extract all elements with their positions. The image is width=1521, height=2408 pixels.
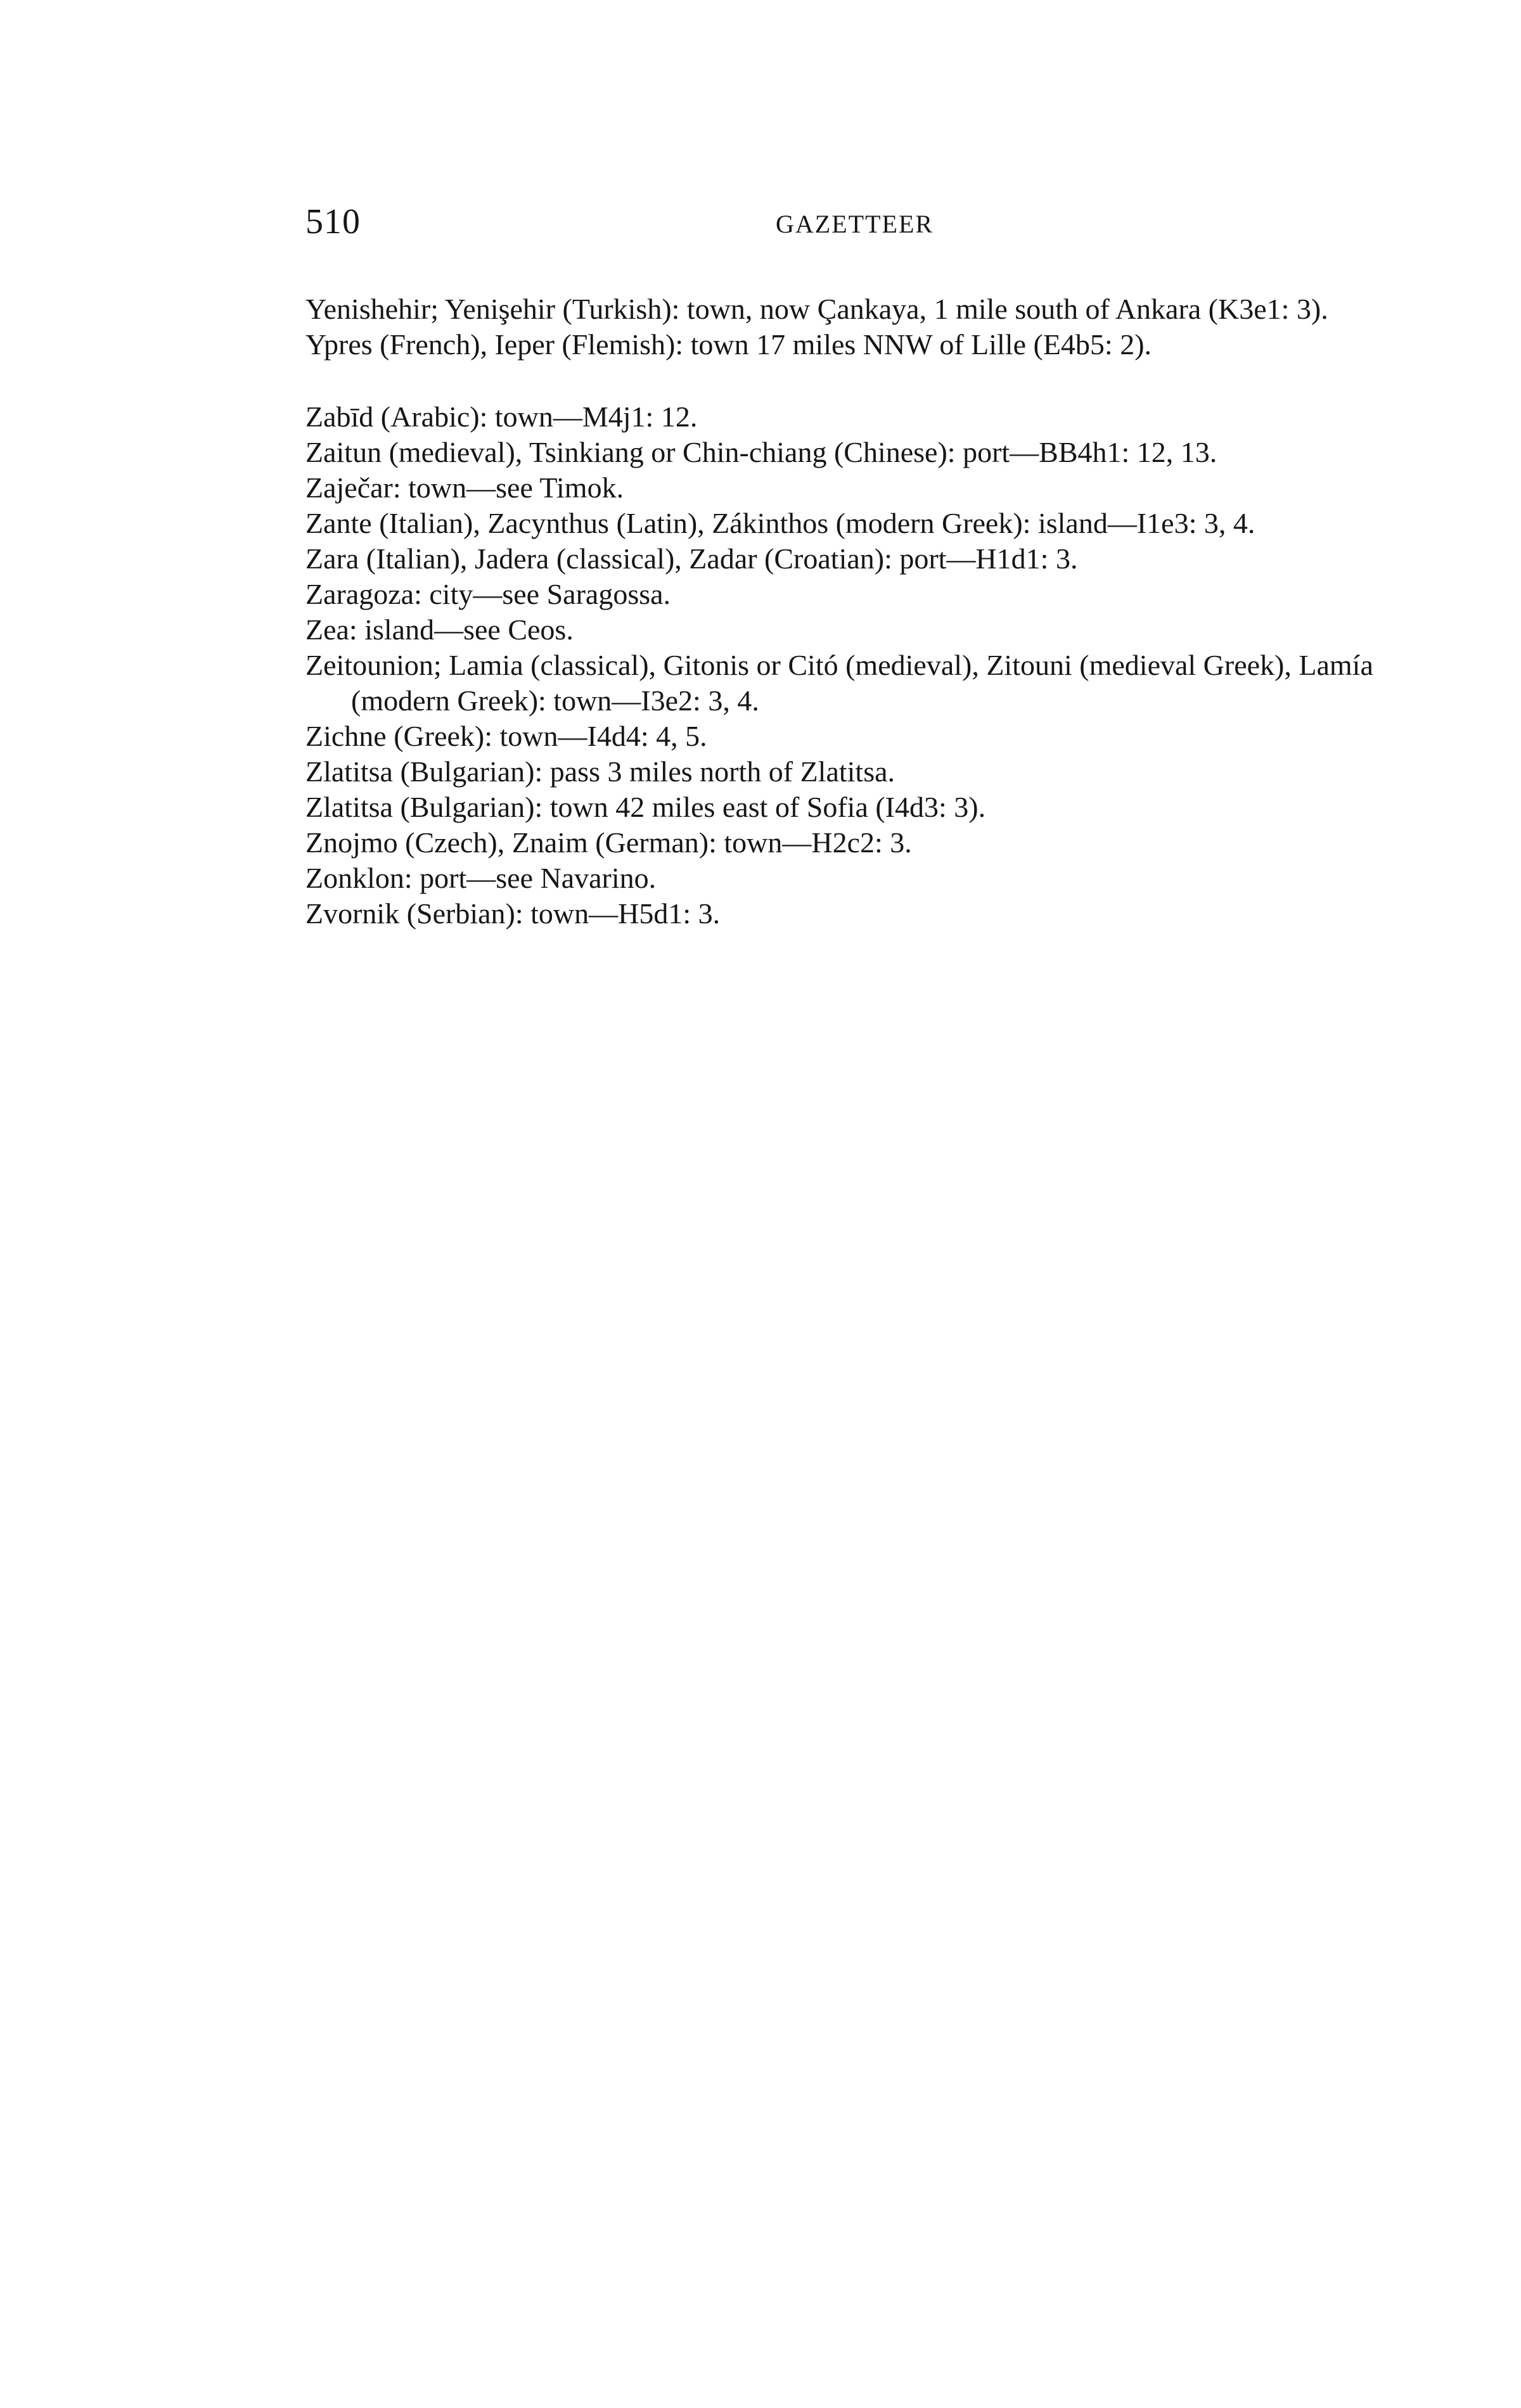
gazetteer-entry: Zeitounion; Lamia (classical), Gitonis or Citó (medieval), Zitouni (medieval Greek), Lamía (modern Greek): town—I3e2: 3, 4.	[305, 649, 1373, 717]
running-head: GAZETTEER	[776, 210, 934, 238]
gazetteer-entry: Zlatitsa (Bulgarian): town 42 miles east of Sofia (I4d3: 3).	[305, 791, 986, 823]
gazetteer-entries	[305, 291, 1478, 932]
gazetteer-entry: Zaitun (medieval), Tsinkiang or Chin-chiang (Chinese): port—BB4h1: 12, 13.	[305, 436, 1217, 468]
entry-group-z	[305, 399, 1478, 932]
gazetteer-entry: Ypres (French), Ieper (Flemish): town 17 miles NNW of Lille (E4b5: 2).	[305, 328, 1152, 361]
gazetteer-entry: Yenishehir; Yenişehir (Turkish): town, now Çankaya, 1 mile south of Ankara (K3e1: 3).	[305, 293, 1328, 325]
page-number: 510	[305, 202, 361, 241]
gazetteer-entry: Zichne (Greek): town—I4d4: 4, 5.	[305, 720, 707, 752]
gazetteer-entry: Zea: island—see Ceos.	[305, 613, 574, 646]
entry-group-y	[305, 291, 1478, 362]
gazetteer-entry: Zaječar: town—see Timok.	[305, 471, 624, 504]
gazetteer-entry: Zante (Italian), Zacynthus (Latin), Zákinthos (modern Greek): island—I1e3: 3, 4.	[305, 507, 1255, 539]
gazetteer-entry: Zonklon: port—see Navarino.	[305, 862, 657, 894]
gazetteer-entry: Zara (Italian), Jadera (classical), Zadar (Croatian): port—H1d1: 3.	[305, 542, 1078, 575]
gazetteer-entry: Zvornik (Serbian): town—H5d1: 3.	[305, 897, 721, 930]
gazetteer-entry: Zaragoza: city—see Saragossa.	[305, 578, 671, 610]
gazetteer-entry: Zlatitsa (Bulgarian): pass 3 miles north of Zlatitsa.	[305, 755, 895, 788]
gazetteer-entry: Zabīd (Arabic): town—M4j1: 12.	[305, 400, 698, 433]
gazetteer-entry: Znojmo (Czech), Znaim (German): town—H2c2: 3.	[305, 826, 912, 859]
